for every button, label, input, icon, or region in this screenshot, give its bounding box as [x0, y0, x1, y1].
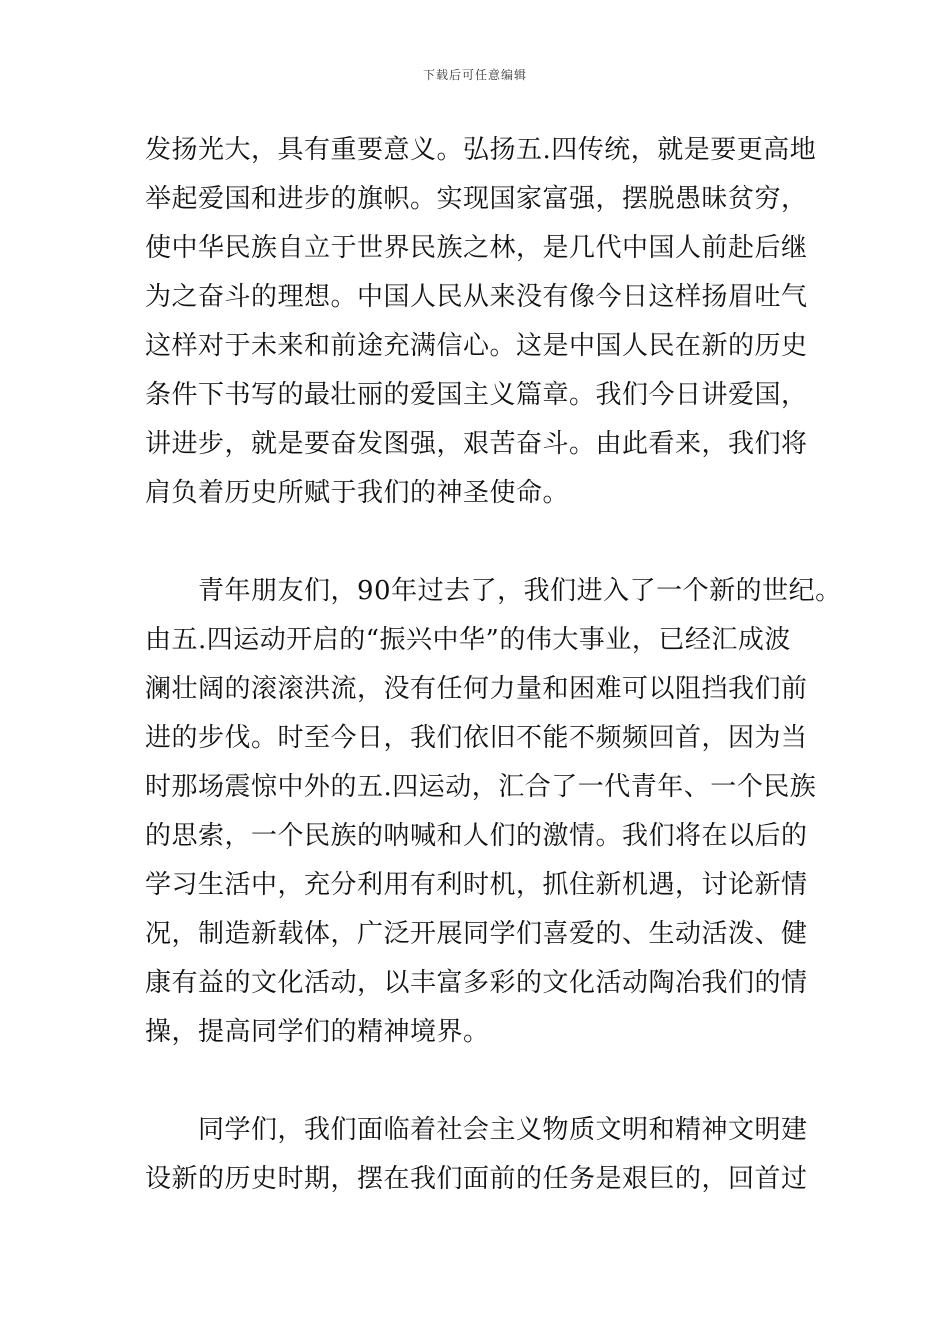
text-line: 康有益的文化活动，以丰富多彩的文化活动陶冶我们的情 — [145, 968, 808, 998]
text-line: 澜壮阔的滚滚洪流，没有任何力量和困难可以阻挡我们前 — [145, 674, 808, 704]
paragraph-2 — [145, 567, 842, 1057]
text-line: 发扬光大，具有重要意义。弘扬五.四传统，就是要更高地 — [145, 135, 817, 165]
text-line: 使中华民族自立于世界民族之林，是几代中国人前赴后继 — [145, 233, 808, 263]
text-line: 肩负着历史所赋于我们的神圣使命。 — [145, 478, 570, 508]
text-line: 的思索，一个民族的呐喊和人们的激情。我们将在以后的 — [145, 821, 808, 851]
text-line: 由五.四运动开启的“振兴中华”的伟大事业，已经汇成波 — [145, 625, 791, 655]
text-line: 条件下书写的最壮丽的爱国主义篇章。我们今日讲爱国， — [145, 380, 808, 410]
page-header: 下载后可任意编辑 — [422, 68, 527, 82]
text-line: 操，提高同学们的精神境界。 — [145, 1017, 490, 1047]
text-line: 为之奋斗的理想。中国人民从来没有像今日这样扬眉吐气 — [145, 282, 808, 312]
text-line: 同学们，我们面临着社会主义物质文明和精神文明建 — [145, 1115, 808, 1145]
paragraph-3 — [145, 1106, 835, 1204]
text-line: 学习生活中，充分利用有利时机，抓住新机遇，讨论新情 — [145, 870, 808, 900]
text-line: 况，制造新载体，广泛开展同学们喜爱的、生动活泼、健 — [145, 919, 808, 949]
text-line: 进的步伐。时至今日，我们依旧不能不频频回首，因为当 — [145, 723, 808, 753]
text-line: 设新的历史时期，摆在我们面前的任务是艰巨的，回首过 — [145, 1164, 808, 1194]
text-line: 讲进步，就是要奋发图强，艰苦奋斗。由此看来，我们将 — [145, 429, 808, 459]
paragraph-spacer — [145, 518, 835, 567]
text-line: 这样对于未来和前途充满信心。这是中国人民在新的历史 — [145, 331, 808, 361]
paragraph-1 — [145, 126, 835, 518]
text-line: 时那场震惊中外的五.四运动，汇合了一代青年、一个民族 — [145, 772, 817, 802]
text-line: 举起爱国和进步的旗帜。实现国家富强，摆脱愚昧贫穷， — [145, 184, 808, 214]
document-body — [145, 126, 842, 1204]
text-line: 青年朋友们，90年过去了，我们进入了一个新的世纪。 — [145, 576, 842, 606]
paragraph-spacer — [145, 1057, 835, 1106]
